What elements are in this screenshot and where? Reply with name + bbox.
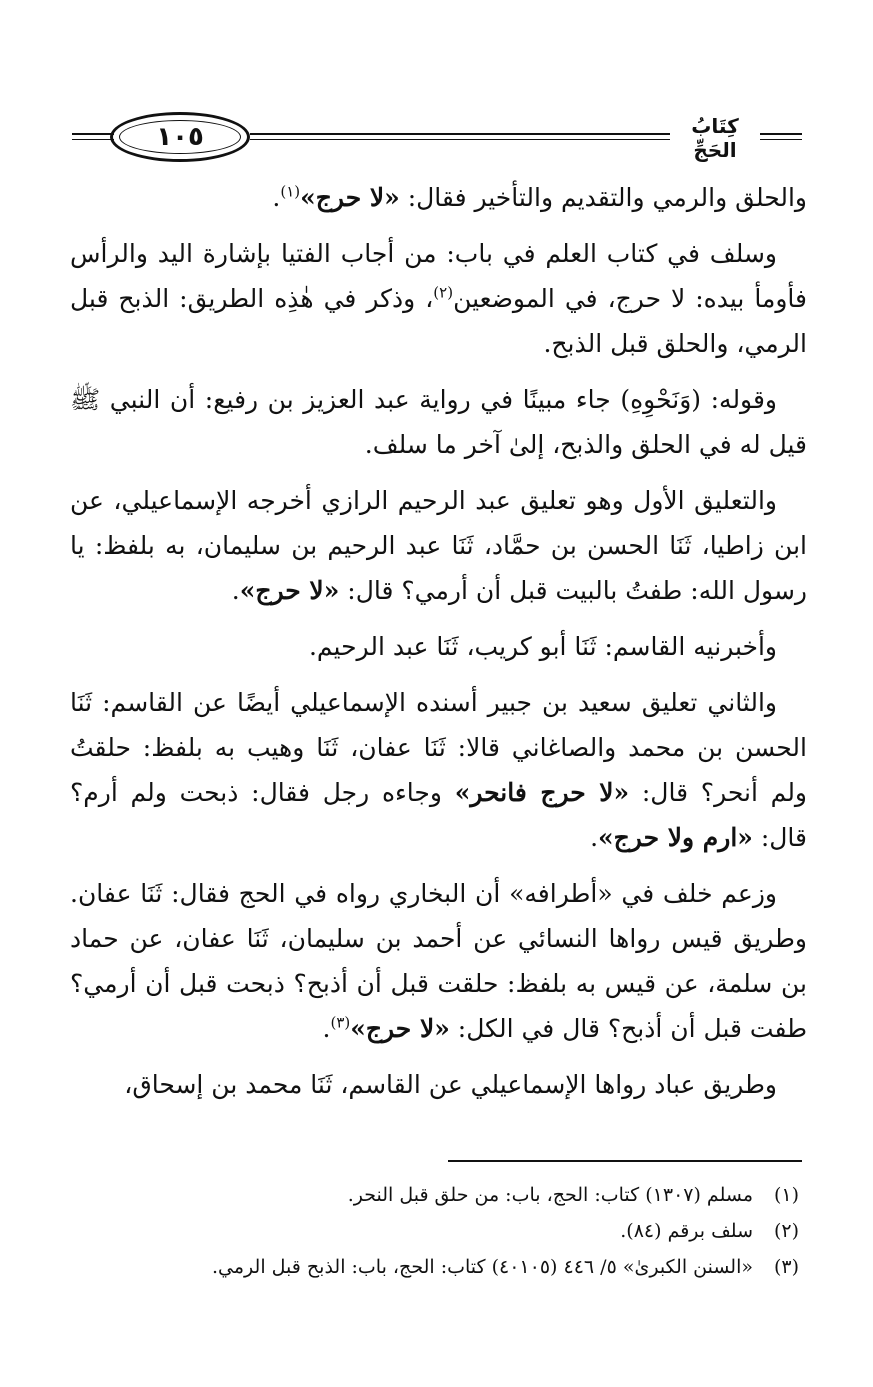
footnote-text: مسلم (١٣٠٧) كتاب: الحج، باب: من حلق قبل النحر. [347,1184,753,1206]
text-run: . [272,183,281,212]
paragraph [70,871,807,1051]
text-run: والثاني تعليق سعيد بن جبير أسنده الإسماعيلي أيضًا عن القاسم: ثَنَا الحسن بن محمد والصاغاني قالا: ثَنَا عفان، ثَنَا وهيب به بلفظ: حلقتُ ولم أنحر؟ قال: [70,688,808,807]
footnote-ref: (٣) [330,1013,351,1032]
text-run: والحلق والرمي والتقديم والتأخير فقال: [399,183,807,212]
footnote-ref: (٢) [433,283,454,302]
page-number: ١٠٥ [156,122,204,152]
footnote [70,1213,799,1249]
footnote-number: (١) [773,1184,799,1206]
quoted-hadith: «لا حرج» [300,183,400,212]
paragraph [70,231,807,366]
header-rule [760,133,802,135]
text-run: وطريق عباد رواها الإسماعيلي عن القاسم، ثَنَا محمد بن إسحاق، [124,1070,777,1099]
text-run: وجاءه رجل فقال: ذبحت ولم أرم؟ قال: [70,778,807,852]
paragraph [70,377,807,467]
footnote-ref: (١) [280,182,301,201]
quoted-hadith: «ارم ولا حرج» [598,823,753,852]
footnote [70,1249,799,1285]
text-run: . [590,823,599,852]
header-rule [72,133,114,135]
footnote-text: سلف برقم (٨٤). [620,1220,753,1242]
paragraph [70,624,807,669]
text-run: وزعم خلف في «أطرافه» أن البخاري رواه في الحج فقال: ثَنَا عفان. وطريق قيس رواها النسائي عن أحمد بن سليمان، ثَنَا عفان، عن حماد بن سلمة، عن قيس به بلفظ: حلقت قبل أن أذبح؟ ذبحت قبل أن أرمي؟ طفت قبل أن أذبح؟ قال في الكل: [70,879,807,1043]
footnote-number: (٣) [773,1256,799,1278]
footnote-separator [448,1160,802,1162]
footnotes [70,1177,799,1285]
text-run: ، وذكر في هٰذِه الطريق: الذبح قبل الرمي، والحلق قبل الذبح. [70,284,807,358]
paragraph [70,478,807,613]
text-run: وقوله: (وَنَحْوِهِ) جاء مبينًا في رواية عبد العزيز بن رفيع: أن النبي ﷺ قيل له في الحلق والذبح، إلىٰ آخر ما سلف. [70,385,807,459]
page-number-oval [110,112,250,162]
footnote [70,1177,799,1213]
footnote-number: (٢) [773,1220,799,1242]
running-title: كِتَابُ الحَجِّ [691,114,739,162]
quoted-hadith: «لا حرج» [350,1014,450,1043]
page-header [72,108,802,168]
quoted-hadith: «لا حرج فانحر» [454,778,630,807]
main-text [70,175,807,1107]
header-rule [250,133,670,135]
header-rule [760,139,802,140]
paragraph [70,1062,807,1107]
header-rule [72,139,114,140]
text-run: وأخبرنيه القاسم: ثَنَا أبو كريب، ثَنَا عبد الرحيم. [308,632,777,661]
footnote-text: «السنن الكبرىٰ» ٥/ ٤٤٦ (٤٠١٠٥) كتاب: الحج، باب: الذبح قبل الرمي. [212,1256,753,1278]
text-run: والتعليق الأول وهو تعليق عبد الرحيم الرازي أخرجه الإسماعيلي، عن ابن زاطيا، ثَنَا الحسن بن حمَّاد، ثَنَا عبد الرحيم بن سليمان، به بلفظ: يا رسول الله: طفتُ بالبيت قبل أن أرمي؟ قال: [70,486,807,605]
quoted-hadith: «لا حرج» [239,576,340,605]
text-run: . [231,576,240,605]
paragraph [70,680,807,860]
text-run: وسلف في كتاب العلم في باب: من أجاب الفتيا بإشارة اليد والرأس فأومأ بيده: لا حرج، في الموضعين [70,239,807,313]
header-rule [250,139,670,140]
text-run: . [322,1014,331,1043]
paragraph [70,175,807,220]
